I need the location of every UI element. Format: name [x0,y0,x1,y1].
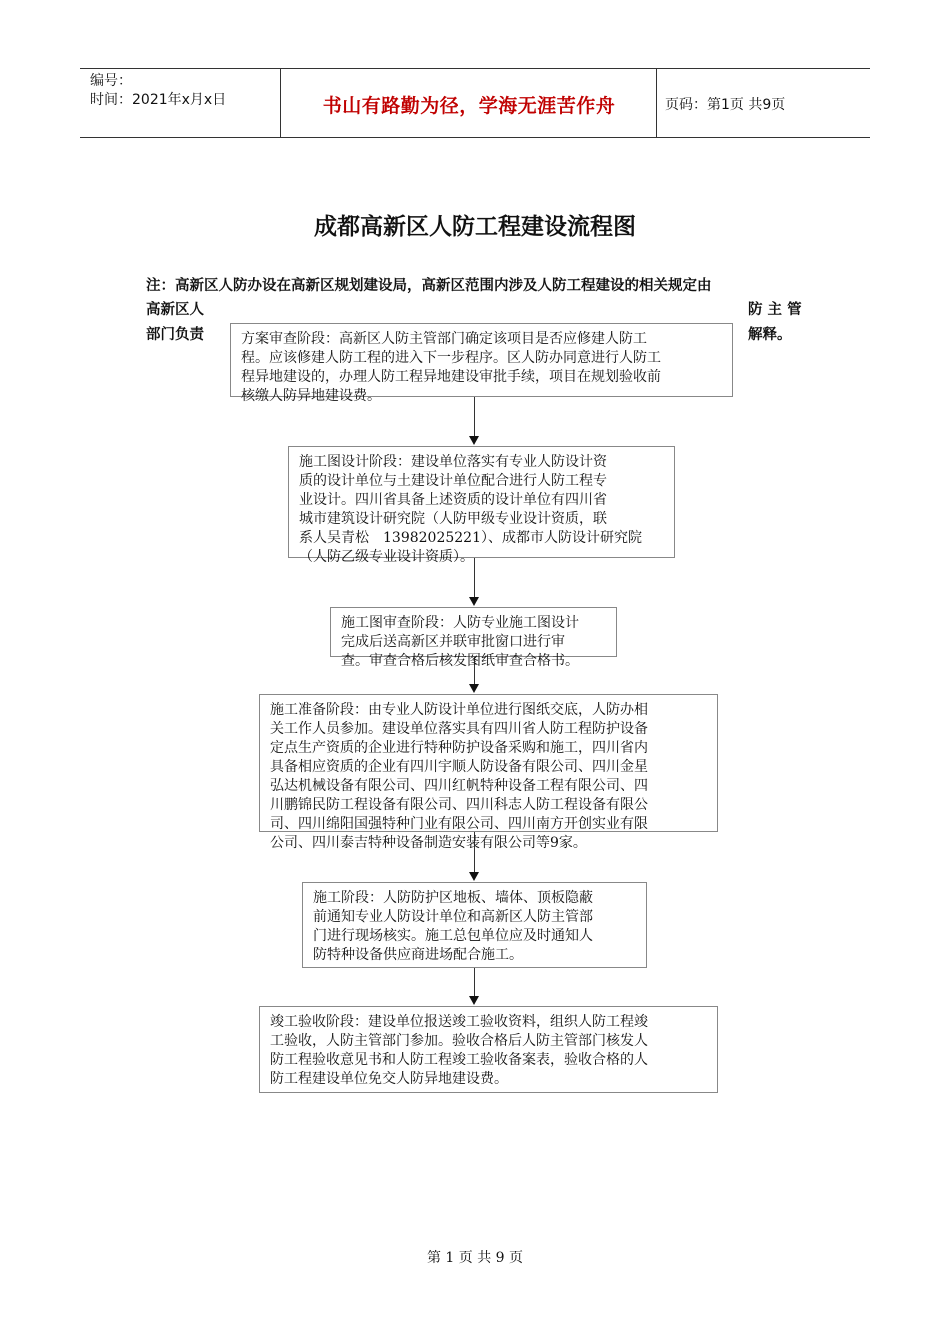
step-text-line: 防工程验收意见书和人防工程竣工验收备案表，验收合格的人 [270,1052,648,1068]
step-text-line: 工验收，人防主管部门参加。验收合格后人防主管部门核发人 [270,1033,648,1049]
step-text-line: 前通知专业人防设计单位和高新区人防主管部 [313,909,593,925]
step-text-line: 城市建筑设计研究院（人防甲级专业设计资质，联 [299,511,607,527]
step-text-line: 门进行现场核实。施工总包单位应及时通知人 [313,928,593,944]
step-text-line: 完成后送高新区并联审批窗口进行审 [341,634,565,650]
step-text-line: 关工作人员参加。建设单位落实具有四川省人防工程防护设备 [270,721,648,737]
step-box-completion-acceptance [259,1006,718,1093]
note-line-1: 注：高新区人防办设在高新区规划建设局，高新区范围内涉及人防工程建设的相关规定由 [146,278,712,294]
step-text-line: 竣工验收阶段：建设单位报送竣工验收资料，组织人防工程竣 [270,1014,648,1030]
note-line-2-left: 高新区人 [146,302,204,318]
note-line-3-left: 部门负责 [146,327,204,343]
arrow-down-icon [469,872,479,881]
document-title: 成都高新区人防工程建设流程图 [314,214,636,240]
step-text-line: 具备相应资质的企业有四川宇顺人防设备有限公司、四川金星 [270,759,648,775]
step-text-line: 司、四川绵阳国强特种门业有限公司、四川南方开创实业有限 [270,816,648,832]
step-box-drawing-design [288,446,675,565]
step-text-line: 弘达机械设备有限公司、四川红帆特种设备工程有限公司、四 [270,778,648,794]
number-label: 编号： [90,73,132,89]
step-text-line: 查。审查合格后核发图纸审查合格书。 [341,653,579,669]
step-text-line: 川鹏锦民防工程设备有限公司、四川科志人防工程设备有限公 [270,797,648,813]
step-text-line: 程异地建设的，办理人防工程异地建设审批手续，项目在规划验收前 [241,369,661,385]
note-line-2-right: 防 主 管 [748,302,802,318]
page-header [80,68,870,138]
step-text-line: 施工图设计阶段：建设单位落实有专业人防设计资 [299,454,607,470]
header-page-info: 页码：第1页 共9页 [665,97,786,113]
header-motto: 书山有路勤为径，学海无涯苦作舟 [322,95,616,117]
step-box-scheme-review [230,323,733,404]
step-text-line: 施工阶段：人防防护区地板、墙体、顶板隐蔽 [313,890,593,906]
step-text-line: （人防乙级专业设计资质）。 [299,549,474,565]
page-footer: 第 1 页 共 9 页 [426,1250,524,1266]
step-text-line: 核缴人防异地建设费。 [241,388,381,404]
step-box-construction [302,882,647,968]
step-text-line: 业设计。四川省具备上述资质的设计单位有四川省 [299,492,607,508]
note-line-3-right: 解释。 [748,327,792,343]
step-text-line: 公司、四川泰吉特种设备制造安装有限公司等9家。 [270,835,587,851]
header-meta [90,72,226,110]
header-divider [280,69,281,137]
arrow-down-icon [469,996,479,1005]
arrow-down-icon [469,597,479,606]
step-text-line: 定点生产资质的企业进行特种防护设备采购和施工，四川省内 [270,740,648,756]
arrow-down-icon [469,436,479,445]
step-text-line: 方案审查阶段：高新区人防主管部门确定该项目是否应修建人防工 [241,331,647,347]
step-text-line: 程。应该修建人防工程的进入下一步程序。区人防办同意进行人防工 [241,350,661,366]
header-divider [656,69,657,137]
step-text-line: 系人吴青松 13982025221）、成都市人防设计研究院 [299,530,642,546]
step-text-line: 防工程建设单位免交人防异地建设费。 [270,1071,508,1087]
date-label: 时间：2021年x月x日 [90,92,227,108]
step-text-line: 防特种设备供应商进场配合施工。 [313,947,523,963]
connector-line [474,968,475,996]
step-box-construction-prep [259,694,718,851]
step-box-drawing-review [330,607,617,669]
step-text-line: 施工图审查阶段：人防专业施工图设计 [341,615,579,631]
arrow-down-icon [469,684,479,693]
step-text-line: 质的设计单位与土建设计单位配合进行人防工程专 [299,473,607,489]
step-text-line: 施工准备阶段：由专业人防设计单位进行图纸交底，人防办相 [270,702,648,718]
